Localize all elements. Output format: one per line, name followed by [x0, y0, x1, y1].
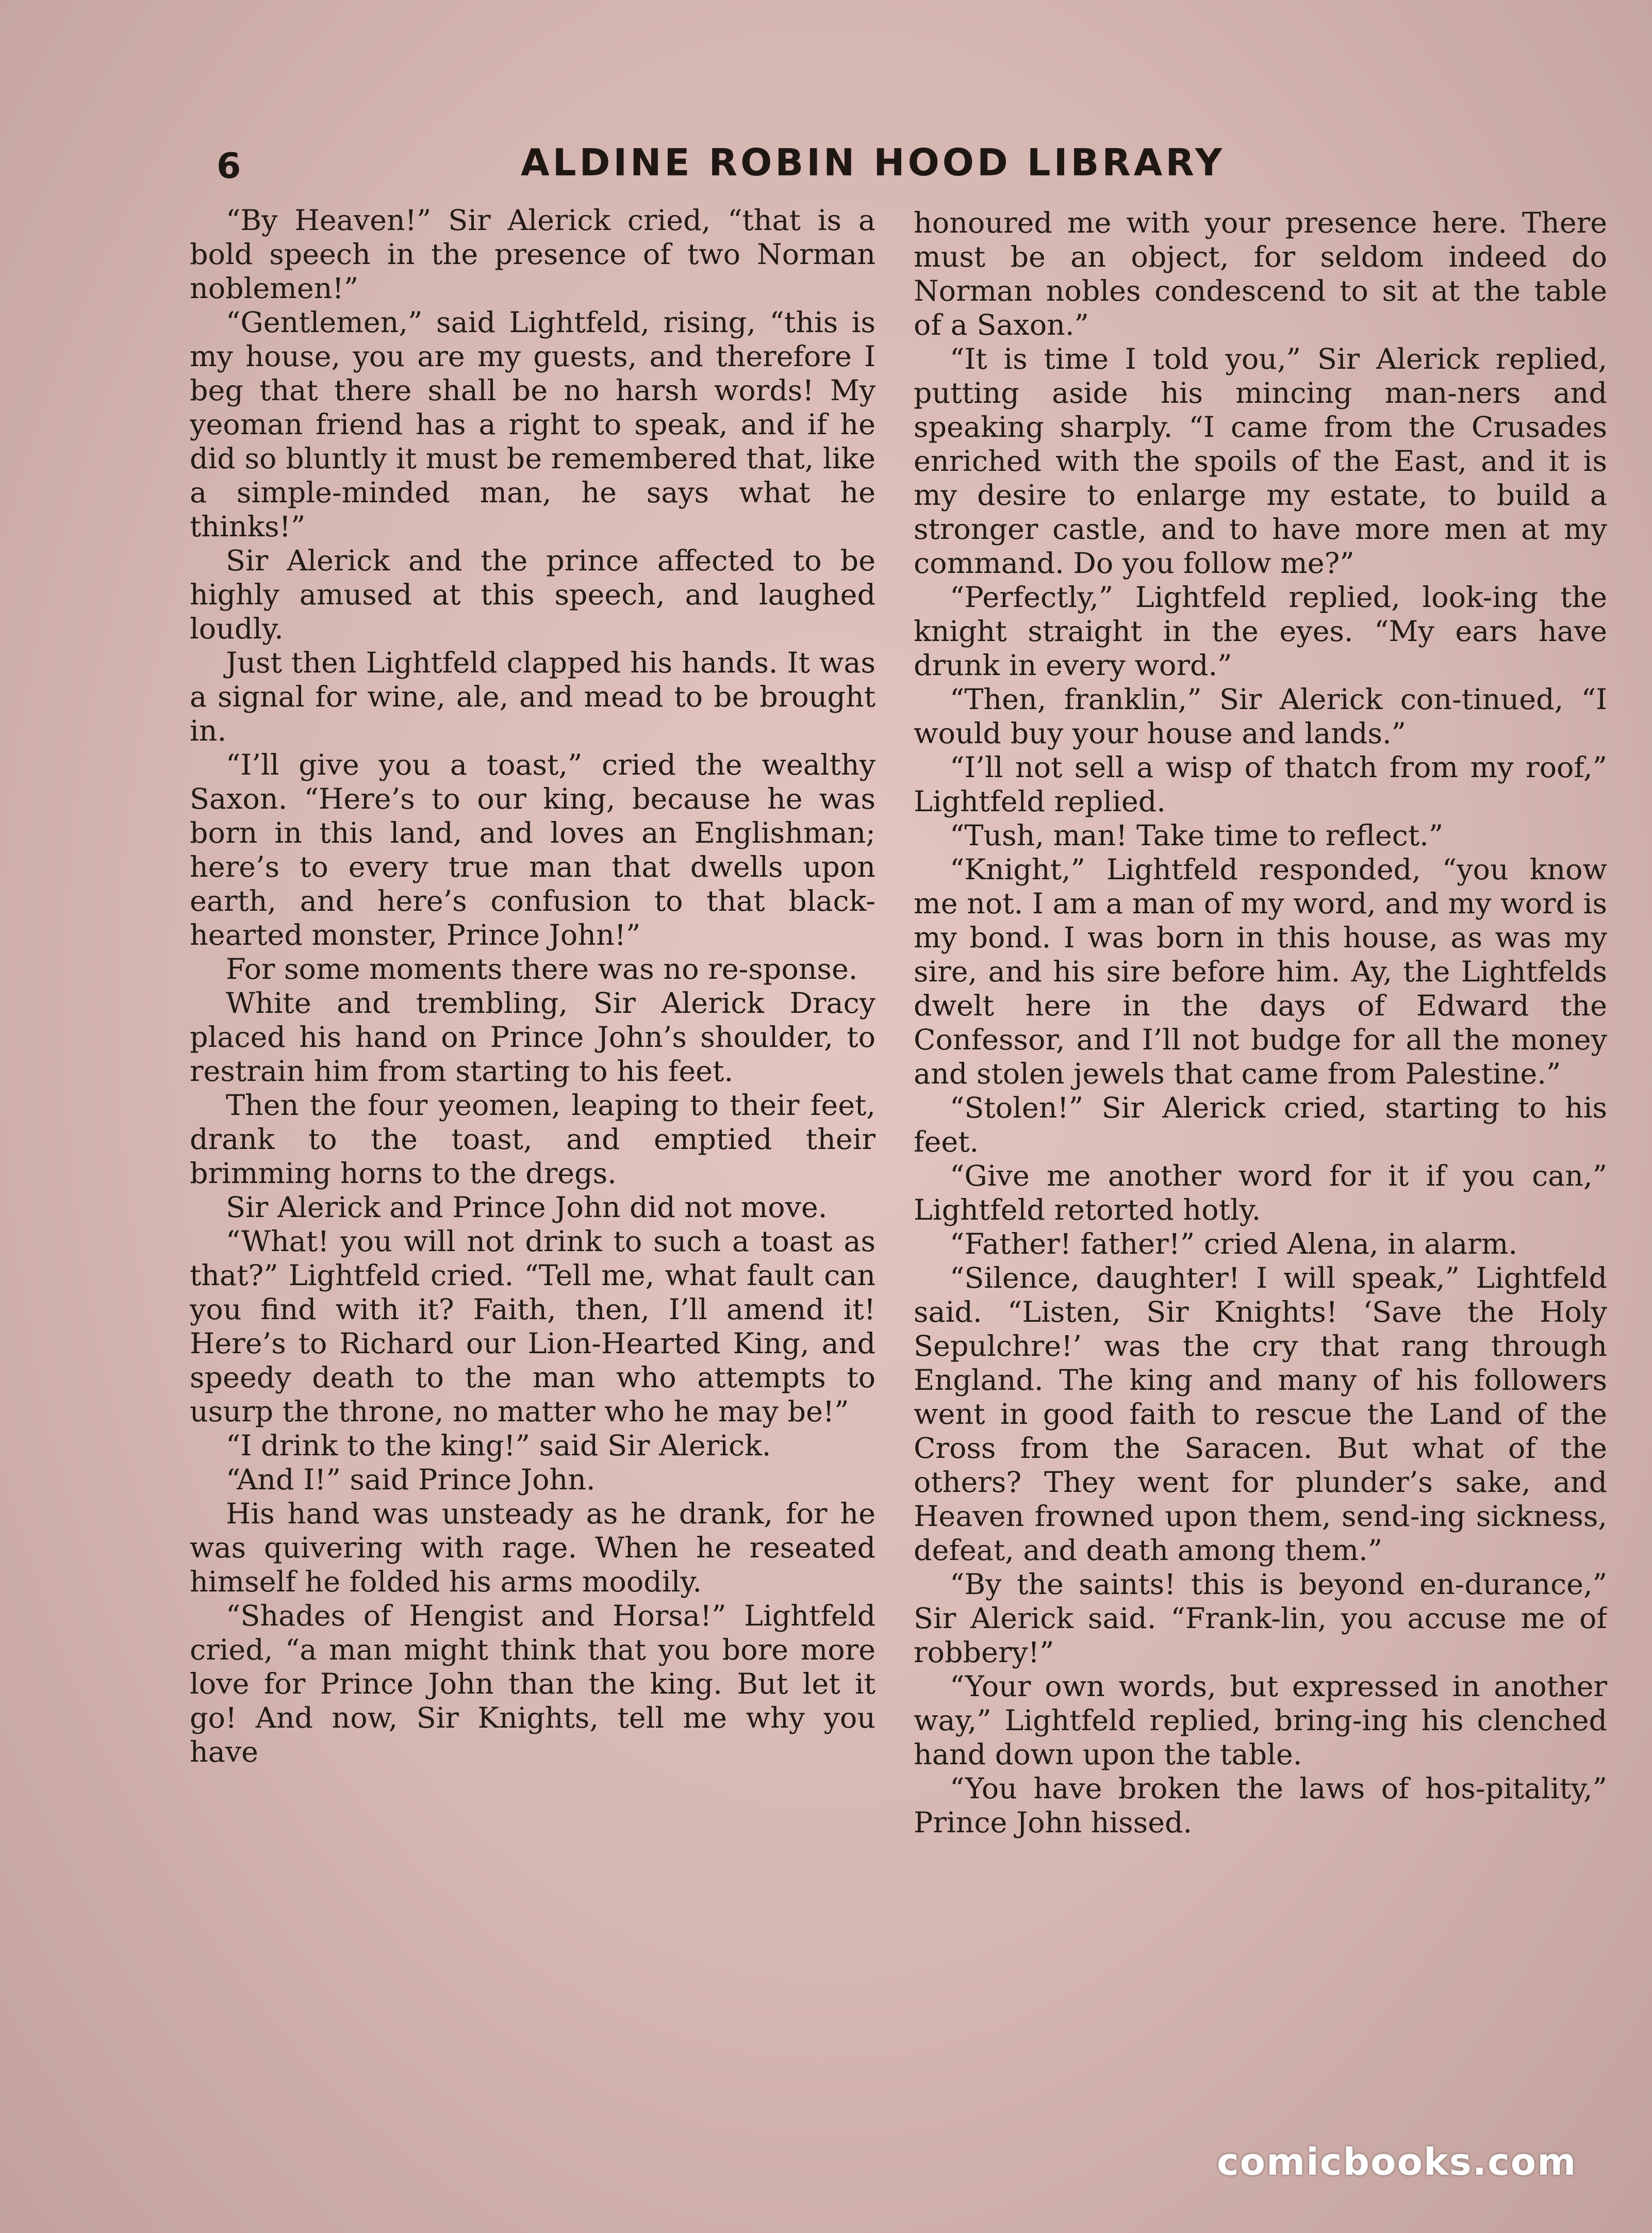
paragraph: “It is time I told you,” Sir Alerick replied, putting aside his mincing man-ners and speaking sharply. “I came from the Crusades enriched with the spoils of the East, and it is my desire to enlarge my estate, to build a stronger castle, and to have more men at my command. Do you follow me?”	[914, 342, 1607, 580]
right-column	[914, 206, 1607, 2150]
paragraph: “You have broken the laws of hos-pitality,” Prince John hissed.	[914, 1772, 1607, 1840]
paragraph: “Your own words, but expressed in another way,” Lightfeld replied, bring-ing his clenched hand down upon the table.	[914, 1670, 1607, 1771]
paragraph: For some moments there was no re-sponse.	[226, 953, 858, 986]
paragraph: “I drink to the king!” said Sir Alerick.	[226, 1429, 771, 1463]
paragraph: “By Heaven!” Sir Alerick cried, “that is a bold speech in the presence of two Norman noblemen!”	[190, 204, 875, 305]
paragraph: “Tush, man! Take time to reflect.”	[950, 819, 1444, 852]
paragraph-continued: honoured me with your presence here. There must be an object, for seldom indeed do Norman nobles condescend to sit at the table of a Saxon.”	[914, 206, 1607, 342]
paragraph: Just then Lightfeld clapped his hands. It was a signal for wine, ale, and mead to be brought in.	[190, 646, 875, 748]
paragraph: Sir Alerick and Prince John did not move.	[226, 1191, 828, 1224]
paragraph: “Silence, daughter! I will speak,” Lightfeld said. “Listen, Sir Knights! ‘Save the Holy Sepulchre!’ was the cry that rang through England. The king and many of his followers went in good faith to rescue the Land of the Cross from the Saracen. But what of the others? They went for plunder’s sake, and Heaven frowned upon them, send-ing sickness, defeat, and death among them.”	[914, 1261, 1607, 1567]
paragraph: Sir Alerick and the prince affected to be highly amused at this speech, and laughed loudly.	[190, 544, 875, 646]
paragraph: White and trembling, Sir Alerick Dracy placed his hand on Prince John’s shoulder, to restrain him from starting to his feet.	[190, 987, 875, 1088]
paragraph: “I’ll give you a toast,” cried the wealthy Saxon. “Here’s to our king, because he was born in this land, and loves an Englishman; here’s to every true man that dwells upon earth, and here’s confusion to that black-hearted monster, Prince John!”	[190, 748, 875, 952]
page-number: 6	[217, 146, 241, 187]
watermark: comicbooks.com	[1217, 2140, 1577, 2183]
paragraph: “Give me another word for it if you can,” Lightfeld retorted hotly.	[914, 1159, 1607, 1227]
paragraph: “What! you will not drink to such a toast as that?” Lightfeld cried. “Tell me, what fault can you find with it? Faith, then, I’ll amend it! Here’s to Richard our Lion-Hearted King, and speedy death to the man who attempts to usurp the throne, no matter who he may be!”	[190, 1225, 875, 1429]
paragraph: “Shades of Hengist and Horsa!” Lightfeld cried, “a man might think that you bore more love for Prince John than the king. But let it go! And now, Sir Knights, tell me why you have	[190, 1599, 875, 1769]
left-column	[190, 204, 875, 2148]
paragraph: His hand was unsteady as he drank, for he was quivering with rage. When he reseated himself he folded his arms moodily.	[190, 1497, 875, 1599]
paragraph: “Knight,” Lightfeld responded, “you know me not. I am a man of my word, and my word is my bond. I was born in this house, as was my sire, and his sire before him. Ay, the Lightfelds dwelt here in the days of Edward the Confessor, and I’ll not budge for all the money and stolen jewels that came from Palestine.”	[914, 853, 1607, 1091]
paragraph: “I’ll not sell a wisp of thatch from my roof,” Lightfeld replied.	[914, 751, 1607, 818]
paragraph: Then the four yeomen, leaping to their feet, drank to the toast, and emptied their brimming horns to the dregs.	[190, 1089, 875, 1190]
paragraph: “Then, franklin,” Sir Alerick con-tinued, “I would buy your house and lands.”	[914, 683, 1607, 750]
paragraph: “Stolen!” Sir Alerick cried, starting to his feet.	[914, 1091, 1607, 1159]
paragraph: “By the saints! this is beyond en-durance,” Sir Alerick said. “Frank-lin, you accuse me of robbery!”	[914, 1568, 1607, 1669]
paragraph: “And I!” said Prince John.	[226, 1463, 596, 1497]
running-head: ALDINE ROBIN HOOD LIBRARY	[521, 141, 1226, 184]
paragraph: “Father! father!” cried Alena, in alarm.	[950, 1227, 1517, 1261]
paragraph: “Gentlemen,” said Lightfeld, rising, “this is my house, you are my guests, and therefore I beg that there shall be no harsh words! My yeoman friend has a right to speak, and if he did so bluntly it must be remembered that, like a simple-minded man, he says what he thinks!”	[190, 306, 875, 544]
paragraph: “Perfectly,” Lightfeld replied, look-ing the knight straight in the eyes. “My ears have drunk in every word.”	[914, 581, 1607, 682]
page-header	[196, 132, 1588, 199]
